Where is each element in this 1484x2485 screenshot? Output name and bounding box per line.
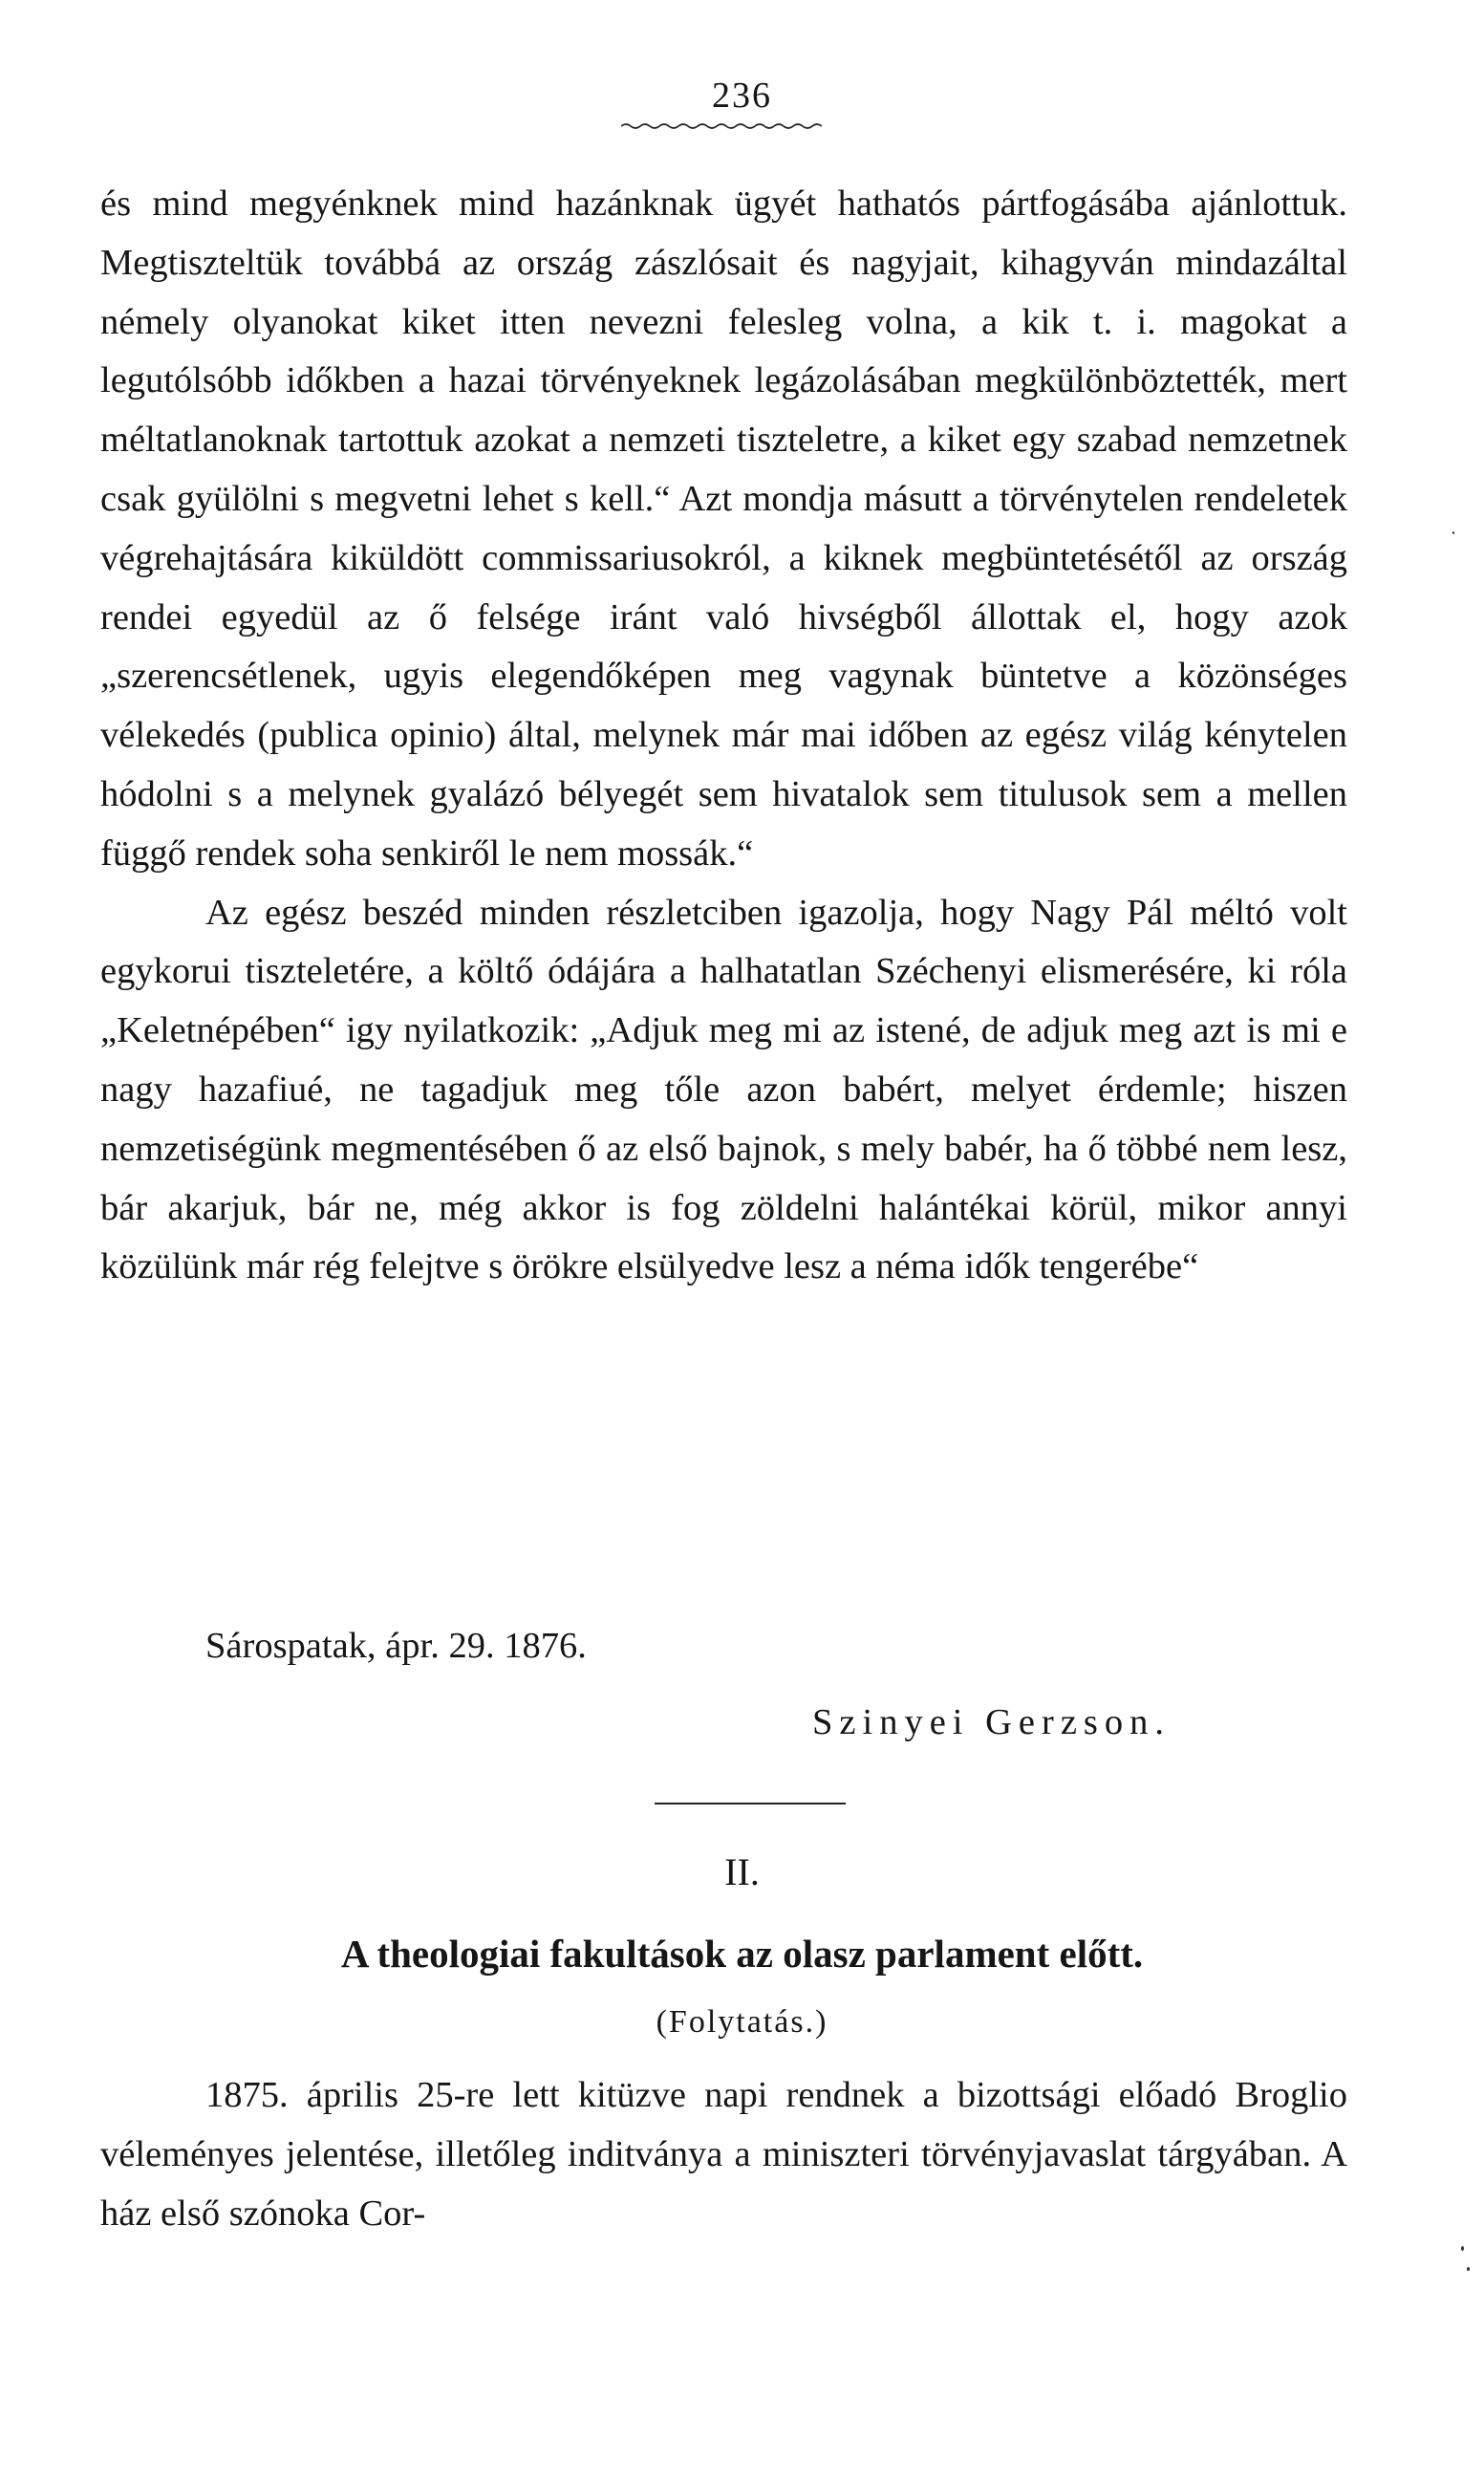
paragraph-1875: 1875. április 25-re lett kitüzve napi rendnek a bizottsági előadó Broglio véleményes jelentése, illetőleg inditványa a miniszteri törvényjavaslat tárgyában. A ház első szónoka Cor- xyxy=(100,2075,1347,2234)
section-continuation-note: (Folytatás.) xyxy=(656,2004,828,2040)
section-title: A theologiai fakultások az olasz parlament előtt. xyxy=(340,1932,1144,1976)
page-number-wavy-rule xyxy=(621,122,822,130)
section-divider xyxy=(655,1803,846,1804)
author-signature: Szinyei Gerzson. xyxy=(812,1702,1172,1742)
page-number: 236 xyxy=(712,76,772,116)
first-text-block xyxy=(100,175,1347,1297)
section-number: II. xyxy=(724,1850,760,1893)
second-text-block xyxy=(100,2066,1347,2243)
scan-speck xyxy=(1452,531,1454,534)
scan-speck xyxy=(1461,2246,1464,2251)
scan-speck xyxy=(1467,2267,1470,2271)
place-date-line: Sárospatak, ápr. 29. 1876. xyxy=(205,1626,587,1666)
paragraph-nagy-pal: Az egész beszéd minden részletciben igazolja, hogy Nagy Pál méltó volt egykorui tiszteletére, a költő ódájára a halhatatlan Széchenyi elismerésére, ki róla „Keletnépében“ igy nyilatkozik: „Adjuk meg mi az istené, de adjuk meg azt is mi e nagy hazafiué, ne tagadjuk meg tőle azon babért, melyet érdemle; hiszen nemzetiségünk megmentésében ő az első bajnok, s mely babér, ha ő többé nem lesz, bár akarjuk, bár ne, még akkor is fog zöldelni halántékai körül, mikor annyi közülünk már rég felejtve s örökre elsülyedve lesz a néma idők tengerébe“ xyxy=(100,892,1347,1287)
paragraph-continuation: és mind megyénknek mind hazánknak ügyét hathatós pártfogásába ajánlottuk. Megtiszteltük továbbá az ország zászlósait és nagyjait, kihagyván mindazáltal némely olyanokat kiket itten nevezni felesleg volna, a kik t. i. magokat a legutólsóbb időkben a hazai törvényeknek legázolásában megkülönböztették, mert méltatlanoknak tartottuk azokat a nemzeti tiszteletre, a kiket egy szabad nemzetnek csak gyülölni s megvetni lehet s kell.“ Azt mondja másutt a törvénytelen rendeletek végrehajtására kiküldött commissariusokról, a kiknek megbüntetésétől az ország rendei egyedül az ő felsége iránt való hivségből állottak el, hogy azok „szerencsétlenek, ugyis elegendőképen meg vagynak büntetve a közönséges vélekedés (publica opinio) által, melynek már mai időben az egész világ kénytelen hódolni s a melynek gyalázó bélyegét sem hivatalok sem titulusok sem a mellen függő rendek soha senkiről le nem mossák.“ xyxy=(100,184,1347,874)
